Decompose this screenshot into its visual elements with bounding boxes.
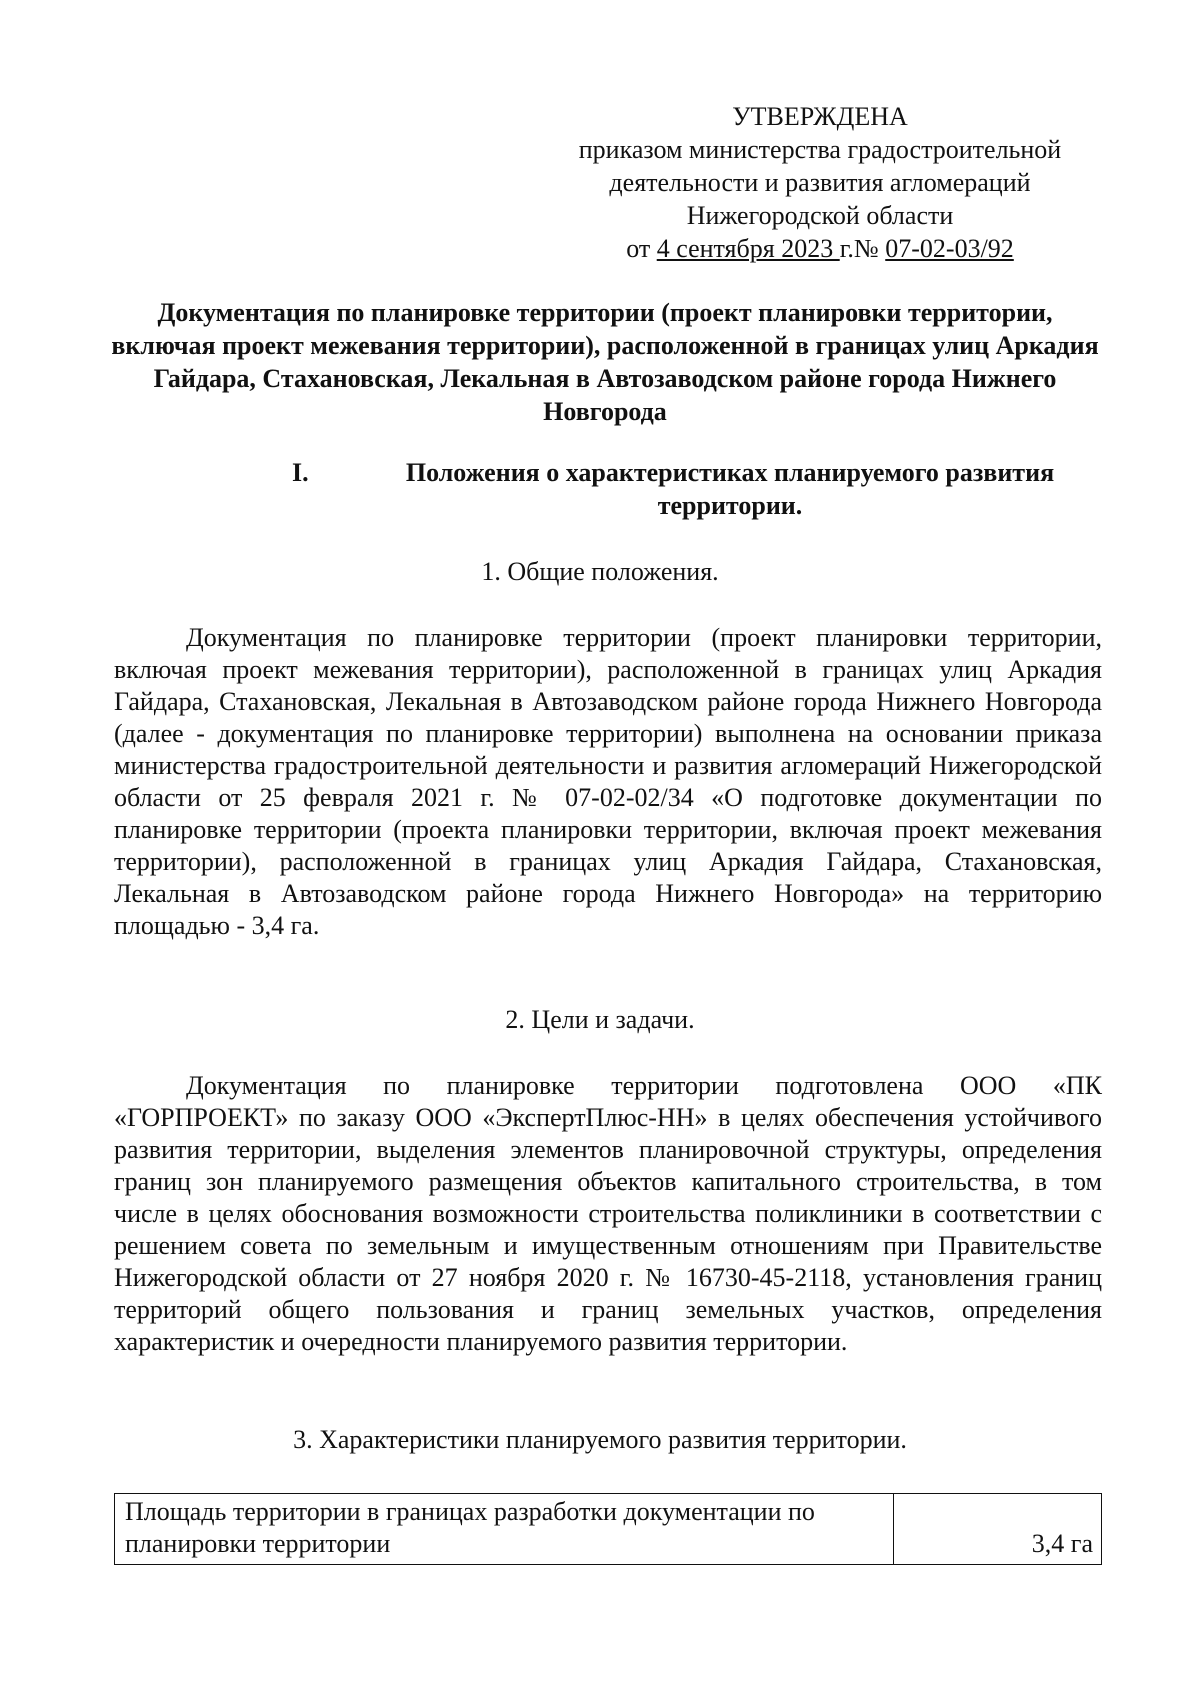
paragraph-general: Документация по планировке территории (проект планировки территории, включая проект межевания территории), расположенной в границах улиц Аркадия Гайдара, Стахановская, Лекальная в Автозаводском районе города Нижнего Новгорода (далее - документация по планировке территории) выполнена на основании приказа министерства градостроительной деятельности и развития агломераций Нижегородской области от 25 февраля 2021 г. № 07-02-02/34 «О подготовке документации по планировке территории (проекта планировки территории, включая проект межевания территории), расположенной в границах улиц Аркадия Гайдара, Стахановская, Лекальная в Автозаводском районе города Нижнего Новгорода» на территорию площадью - 3,4 га. xyxy=(114,623,1102,940)
approval-line: деятельности и развития агломераций xyxy=(609,168,1031,197)
approval-line: приказом министерства градостроительной xyxy=(578,135,1062,164)
approval-title: УТВЕРЖДЕНА xyxy=(732,102,908,131)
subsection-heading: 3. Характеристики планируемого развития территории. xyxy=(293,1425,907,1454)
number-prefix: г.№ xyxy=(839,234,886,263)
section-heading xyxy=(280,456,1100,522)
table-cell-label: Площадь территории в границах разработки документации по планировки территории xyxy=(115,1494,894,1565)
section-title: Положения о характеристиках планируемого развития территории. xyxy=(405,458,1055,520)
subsection-heading: 2. Цели и задачи. xyxy=(505,1005,695,1034)
document-title: Документация по планировке территории (проект планировки территории, включая проект межевания территории), расположенной в границах улиц Аркадия Гайдара, Стахановская, Лекальная в Автозаводском районе города Нижнего Новгорода xyxy=(111,298,1099,426)
date-prefix: от xyxy=(626,234,657,263)
approval-number: 07-02-03/92 xyxy=(885,234,1014,263)
approval-date: 4 сентября 2023 xyxy=(656,234,840,263)
subsection-heading: 1. Общие положения. xyxy=(481,557,719,586)
approval-stamp xyxy=(540,100,1100,265)
approval-date-line xyxy=(540,232,1100,265)
paragraph-goals: Документация по планировке территории подготовлена ООО «ПК «ГОРПРОЕКТ» по заказу ООО «ЭкспертПлюс-НН» в целях обеспечения устойчивого развития территории, выделения элементов планировочной структуры, определения границ зон планируемого размещения объектов капитального строительства, в том числе в целях обоснования возможности строительства поликлиники в соответствии с решением совета по земельным и имущественным отношениям при Правительстве Нижегородской области от 27 ноября 2020 г. № 16730-45-2118, установления границ территорий общего пользования и границ земельных участков, определения характеристик и очередности планируемого развития территории. xyxy=(114,1071,1102,1356)
table-row xyxy=(115,1494,1102,1565)
approval-line: Нижегородской области xyxy=(686,201,954,230)
characteristics-table xyxy=(114,1493,1102,1565)
section-number: I. xyxy=(292,458,309,487)
table-cell-value: 3,4 га xyxy=(894,1494,1102,1565)
